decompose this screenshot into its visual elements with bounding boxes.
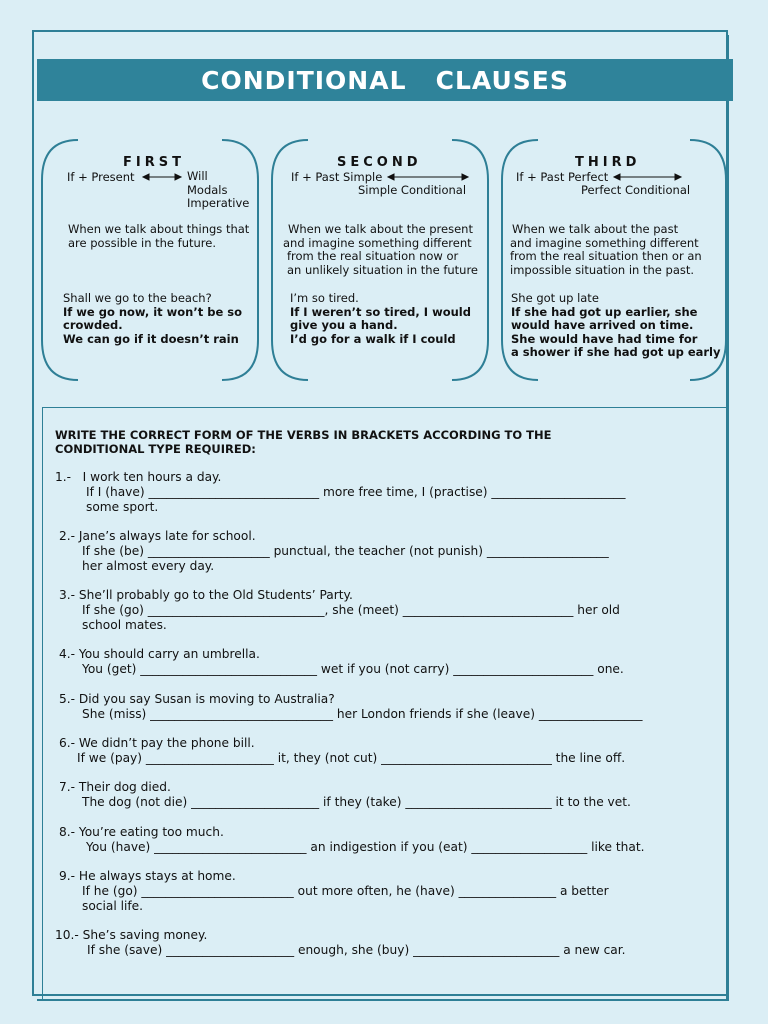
exercise-line: some sport. bbox=[86, 500, 159, 514]
exercise-number: 9.- bbox=[59, 869, 76, 883]
exercise-number: 8.- bbox=[59, 825, 76, 839]
page-title: CONDITIONAL CLAUSES bbox=[201, 65, 569, 95]
exercise-number: 6.- bbox=[59, 736, 76, 750]
examples: Shall we go to the beach? If we go now, it won’t be so crowded. We can go if it doesn’t rain bbox=[63, 291, 243, 346]
exercise-item bbox=[59, 692, 642, 722]
exercise-item bbox=[59, 780, 631, 810]
usage-text: When we talk about the past and imagine something different from the real situation then or an impossible situation in the past. bbox=[510, 222, 702, 277]
column-title: THIRD bbox=[575, 155, 641, 170]
exercise-number: 7.- bbox=[59, 780, 76, 794]
exercise-item bbox=[59, 825, 644, 855]
exercise-line: You (have) _________________________ an indigestion if you (eat) ___________________ like that. bbox=[86, 840, 645, 854]
column-title: FIRST bbox=[123, 155, 185, 170]
exercise-number: 3.- bbox=[59, 588, 76, 602]
usage-text: When we talk about the present and imagine something different from the real situation now or an unlikely situation in the future bbox=[283, 222, 479, 277]
exercise-line: If she (go) _____________________________, she (meet) ____________________________ her old bbox=[82, 603, 620, 617]
exercise-number: 10.- bbox=[55, 928, 79, 942]
exercise-item bbox=[59, 647, 624, 677]
examples: I’m so tired. If I weren’t so tired, I would give you a hand. I’d go for a walk if I could bbox=[290, 291, 471, 346]
exercise-prompt: Their dog died. bbox=[78, 780, 171, 794]
exercise-item bbox=[59, 529, 609, 574]
exercise-line: If she (be) ____________________ punctual, the teacher (not punish) ____________________ bbox=[82, 544, 609, 558]
exercise-number: 2.- bbox=[59, 529, 76, 543]
column-title: SECOND bbox=[337, 155, 422, 170]
exercise-item bbox=[59, 869, 609, 914]
exercise-item bbox=[55, 470, 626, 515]
formula-right: Will Modals Imperative bbox=[187, 169, 250, 210]
exercise-line: If she (save) _____________________ enough, she (buy) ________________________ a new car. bbox=[87, 943, 626, 957]
exercise-item bbox=[55, 928, 626, 958]
exercise-prompt: I work ten hours a day. bbox=[82, 470, 222, 484]
title-banner bbox=[37, 59, 733, 101]
instructions: WRITE THE CORRECT FORM OF THE VERBS IN BRACKETS ACCORDING TO THE CONDITIONAL TYPE REQUIRED: bbox=[55, 428, 552, 456]
exercise-line: The dog (not die) _____________________ if they (take) ________________________ it to the vet. bbox=[82, 795, 631, 809]
exercise-line: You (get) _____________________________ wet if you (not carry) _______________________ one. bbox=[82, 662, 624, 676]
formula-right: Perfect Conditional bbox=[581, 183, 691, 197]
exercise-prompt: We didn’t pay the phone bill. bbox=[78, 736, 255, 750]
exercise-line: If we (pay) _____________________ it, they (not cut) ____________________________ the line off. bbox=[77, 751, 626, 765]
exercise-line: If he (go) _________________________ out more often, he (have) ________________ a better bbox=[82, 884, 609, 898]
examples: She got up late If she had got up earlier, she would have arrived on time. She would have had time for a shower if she had got up early bbox=[511, 291, 721, 359]
exercise-line: school mates. bbox=[82, 618, 167, 632]
exercise-number: 5.- bbox=[59, 692, 76, 706]
exercise-item bbox=[59, 588, 620, 633]
exercise-prompt: You should carry an umbrella. bbox=[78, 647, 260, 661]
exercise-prompt: Did you say Susan is moving to Australia? bbox=[78, 692, 335, 706]
exercise-number: 1.- bbox=[55, 470, 72, 484]
exercise-line: If I (have) ____________________________ more free time, I (practise) ______________________ bbox=[86, 485, 626, 499]
exercise-prompt: He always stays at home. bbox=[78, 869, 236, 883]
formula-right: Simple Conditional bbox=[358, 183, 467, 197]
formula-left: If + Present bbox=[67, 170, 135, 184]
exercise-prompt: Jane’s always late for school. bbox=[78, 529, 256, 543]
formula-left: If + Past Perfect bbox=[516, 170, 609, 184]
exercise-line: her almost every day. bbox=[82, 559, 215, 573]
exercise-prompt: She’ll probably go to the Old Students’ Party. bbox=[78, 588, 353, 602]
exercise-line: social life. bbox=[82, 899, 144, 913]
exercise-line: She (miss) ______________________________ her London friends if she (leave) _________________ bbox=[82, 707, 643, 721]
exercise-prompt: You’re eating too much. bbox=[78, 825, 224, 839]
exercise-item bbox=[59, 736, 625, 766]
usage-text: When we talk about things that are possible in the future. bbox=[68, 222, 250, 250]
exercise-prompt: She’s saving money. bbox=[82, 928, 208, 942]
exercise-number: 4.- bbox=[59, 647, 76, 661]
formula-left: If + Past Simple bbox=[291, 170, 383, 184]
